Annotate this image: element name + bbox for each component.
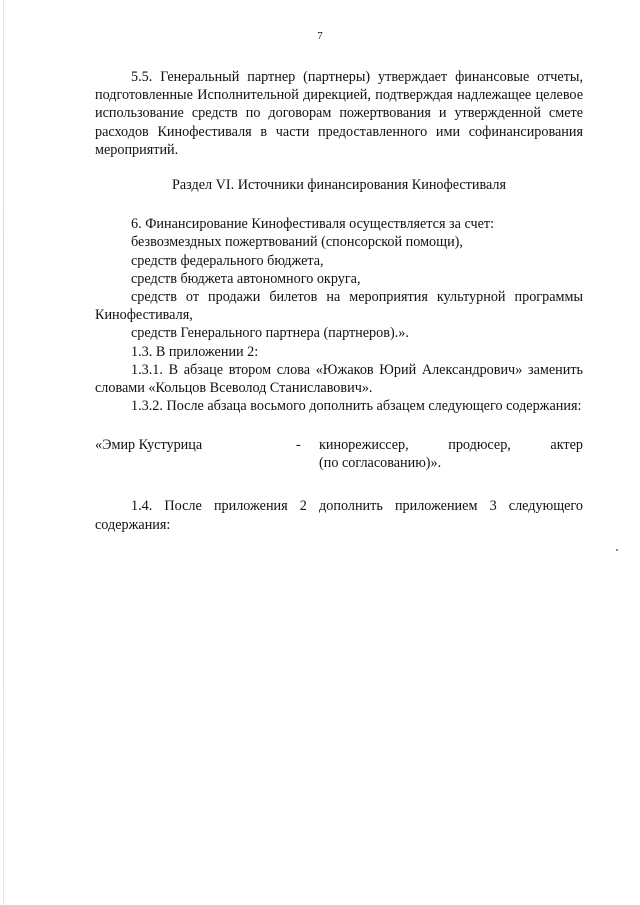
paragraph-1-3-1: 1.3.1. В абзаце втором слова «Южаков Юрий Александрович» заменить словами «Кольцов Всеволод Станиславович». [95, 361, 583, 397]
source-item: средств федерального бюджета, [131, 252, 324, 269]
source-item: безвозмездных пожертвований (спонсорской помощи), [131, 234, 463, 251]
paragraph-1-3: 1.3. В приложении 2: [131, 343, 259, 360]
member-role: кинорежиссер, продюсер, актер [319, 437, 583, 454]
document-body [95, 68, 583, 534]
source-item: средств бюджета автономного округа, [131, 270, 361, 287]
page-number: 7 [317, 30, 323, 42]
source-item: средств от продажи билетов на мероприятия культурной программы Кинофестиваля, [95, 289, 583, 324]
source-item: средств Генерального партнера (партнеров).». [131, 325, 409, 342]
member-dash: - [296, 437, 301, 454]
member-name: «Эмир Кустурица [95, 437, 203, 454]
scan-mark [616, 549, 618, 551]
member-note: (по согласованию)». [319, 455, 442, 472]
scan-edge [3, 0, 4, 905]
committee-member-entry [95, 436, 583, 474]
paragraph-1-3-2: 1.3.2. После абзаца восьмого дополнить абзацем следующего содержания: [131, 398, 582, 415]
paragraph-5-5: 5.5. Генеральный партнер (партнеры) утверждает финансовые отчеты, подготовленные Исполнительной дирекцией, подтверждая надлежащее целевое использование средств по договорам пожертвования и утвержденной смете расходов Кинофестиваля в части предоставленного ими софинансирования мероприятий. [95, 69, 583, 158]
paragraph-6: 6. Финансирование Кинофестиваля осуществляется за счет: [131, 216, 495, 233]
paragraph-1-4: 1.4. После приложения 2 дополнить приложением 3 следующего содержания: [95, 498, 583, 533]
section-heading: Раздел VI. Источники финансирования Кинофестиваля [171, 177, 506, 194]
